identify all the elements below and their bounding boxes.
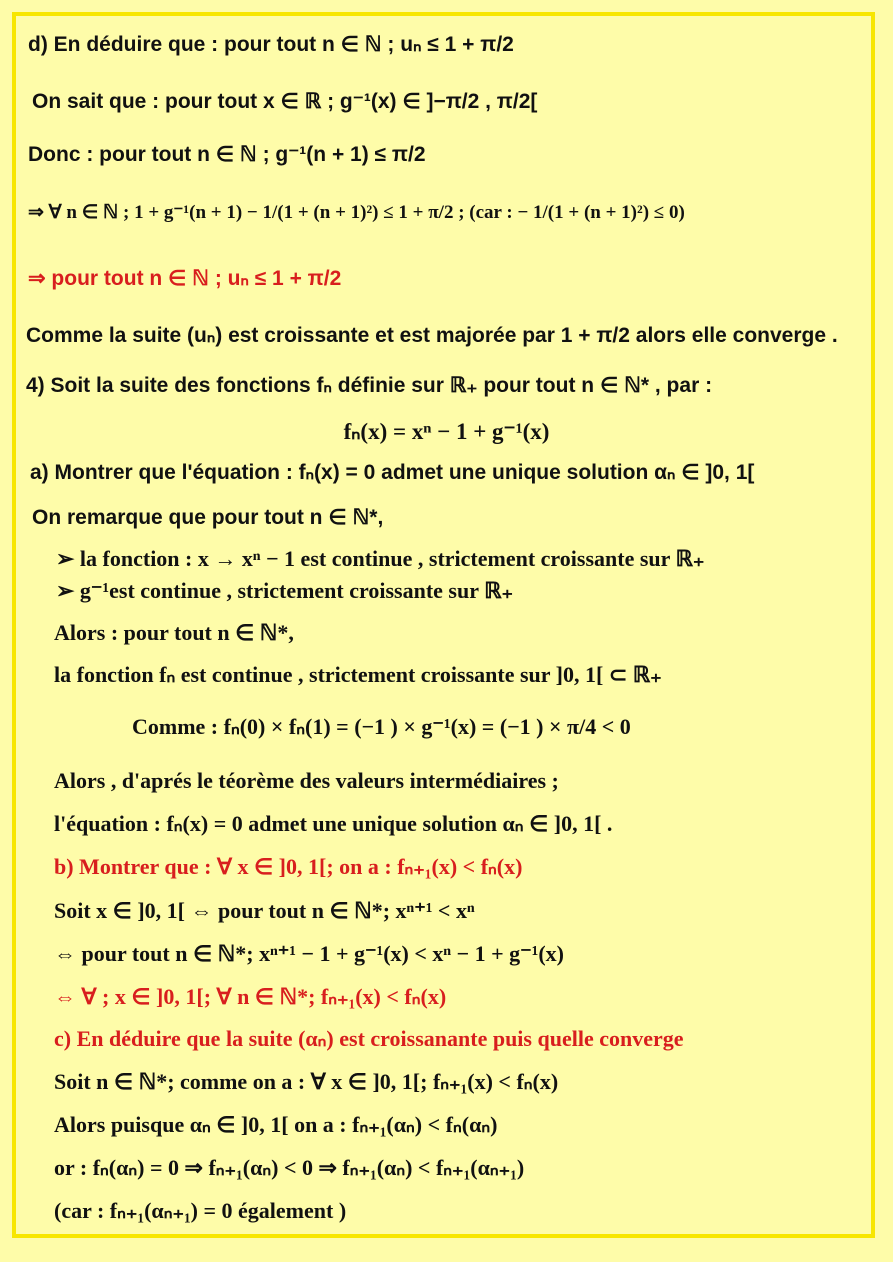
bullet-1: ➢ la fonction : x → xⁿ − 1 est continue , strictement croissante sur ℝ₊ xyxy=(56,546,705,571)
line-d-title: d) En déduire que : pour tout n ∈ ℕ ; uₙ ≤ 1 + π/2 xyxy=(28,33,514,56)
bullet-2: ➢ g⁻¹est continue , strictement croissante sur ℝ₊ xyxy=(56,578,514,603)
line-car: (car : fₙ₊₁(αₙ₊₁) = 0 également ) xyxy=(54,1198,347,1223)
line-comme-suite: Comme la suite (uₙ) est croissante et est majorée par 1 + π/2 alors elle converge . xyxy=(26,324,838,347)
line-or: or : fₙ(αₙ) = 0 ⇒ fₙ₊₁(αₙ) < 0 ⇒ fₙ₊₁(αₙ) < fₙ₊₁(αₙ₊₁) xyxy=(54,1155,525,1180)
line-soit-n: Soit n ∈ ℕ*; comme on a : ∀ x ∈ ]0, 1[; fₙ₊₁(x) < fₙ(x) xyxy=(54,1069,559,1094)
line-comme-produit: Comme : fₙ(0) × fₙ(1) = (−1 ) × g⁻¹(x) = (−1 ) × π/4 < 0 xyxy=(132,714,631,739)
line-q4-title: 4) Soit la suite des fonctions fₙ définie sur ℝ₊ pour tout n ∈ ℕ* , par : xyxy=(26,374,713,397)
line-equiv-2: ⇔ ∀ ; x ∈ ]0, 1[; ∀ n ∈ ℕ*; fₙ₊₁(x) < fₙ(x) xyxy=(54,984,447,1009)
line-donc: Donc : pour tout n ∈ ℕ ; g⁻¹(n + 1) ≤ π/2 xyxy=(28,143,426,166)
line-c-title: c) En déduire que la suite (αₙ) est croissanante puis quelle converge xyxy=(54,1026,684,1051)
formula-fn: fₙ(x) = xⁿ − 1 + g⁻¹(x) xyxy=(343,419,550,444)
line-equiv-1: ⇔ pour tout n ∈ ℕ*; xⁿ⁺¹ − 1 + g⁻¹(x) < xⁿ − 1 + g⁻¹(x) xyxy=(54,941,564,966)
line-alors-puisque: Alors puisque αₙ ∈ ]0, 1[ on a : fₙ₊₁(αₙ) < fₙ(αₙ) xyxy=(54,1112,498,1137)
line-on-sait: On sait que : pour tout x ∈ ℝ ; g⁻¹(x) ∈ ]−π/2 , π/2[ xyxy=(32,90,538,113)
line-soit-x: Soit x ∈ ]0, 1[ ⇔ pour tout n ∈ ℕ*; xⁿ⁺¹ < xⁿ xyxy=(54,898,475,923)
line-implication-1: ⇒ ∀ n ∈ ℕ ; 1 + g⁻¹(n + 1) − 1/(1 + (n + 1)²) ≤ 1 + π/2 ; (car : − 1/(1 + (n + 1)²) ≤ 0) xyxy=(28,202,685,223)
line-la-fonction: la fonction fₙ est continue , strictement croissante sur ]0, 1[ ⊂ ℝ₊ xyxy=(54,662,662,687)
line-a-title: a) Montrer que l'équation : fₙ(x) = 0 admet une unique solution αₙ ∈ ]0, 1[ xyxy=(30,461,755,484)
line-on-remarque: On remarque que pour tout n ∈ ℕ*, xyxy=(32,506,384,529)
line-alors-1: Alors : pour tout n ∈ ℕ*, xyxy=(54,620,294,645)
line-equation-solution: l'équation : fₙ(x) = 0 admet une unique solution αₙ ∈ ]0, 1[ . xyxy=(54,811,613,836)
line-conclusion-un: ⇒ pour tout n ∈ ℕ ; uₙ ≤ 1 + π/2 xyxy=(28,267,342,290)
line-b-title: b) Montrer que : ∀ x ∈ ]0, 1[; on a : fₙ₊₁(x) < fₙ(x) xyxy=(54,854,523,879)
line-tvi: Alors , d'aprés le téorème des valeurs intermédiaires ; xyxy=(54,768,559,793)
